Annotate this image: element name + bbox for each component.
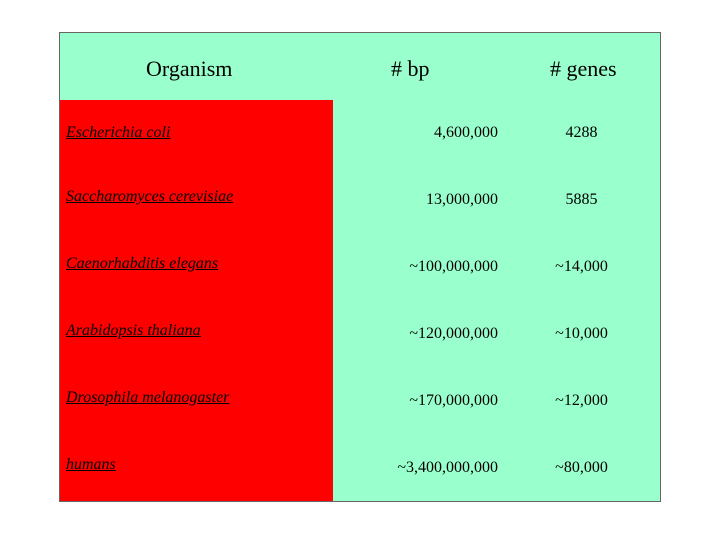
genes-cell: ~12,000 <box>503 367 660 434</box>
genes-cell: ~10,000 <box>503 300 660 367</box>
header-organism: Organism <box>60 33 333 100</box>
organism-cell[interactable]: Arabidopsis thaliana <box>60 300 333 367</box>
organism-cell[interactable]: humans <box>60 434 333 501</box>
organism-cell[interactable]: Caenorhabditis elegans <box>60 233 333 300</box>
genes-cell: ~14,000 <box>503 233 660 300</box>
genes-cell: 4288 <box>503 100 660 166</box>
organism-cell[interactable]: Escherichia coli <box>60 100 333 166</box>
header-genes: # genes <box>503 33 660 100</box>
genes-cell: ~80,000 <box>503 434 660 501</box>
bp-cell: ~100,000,000 <box>333 233 503 300</box>
bp-cell: 4,600,000 <box>333 100 503 166</box>
bp-cell: ~3,400,000,000 <box>333 434 503 501</box>
genome-size-table <box>60 33 660 501</box>
organism-cell[interactable]: Saccharomyces cerevisiae <box>60 166 333 233</box>
genes-cell: 5885 <box>503 166 660 233</box>
header-bp: # bp <box>333 33 503 100</box>
organism-cell[interactable]: Drosophila melanogaster <box>60 367 333 434</box>
bp-cell: ~120,000,000 <box>333 300 503 367</box>
bp-cell: ~170,000,000 <box>333 367 503 434</box>
bp-cell: 13,000,000 <box>333 166 503 233</box>
